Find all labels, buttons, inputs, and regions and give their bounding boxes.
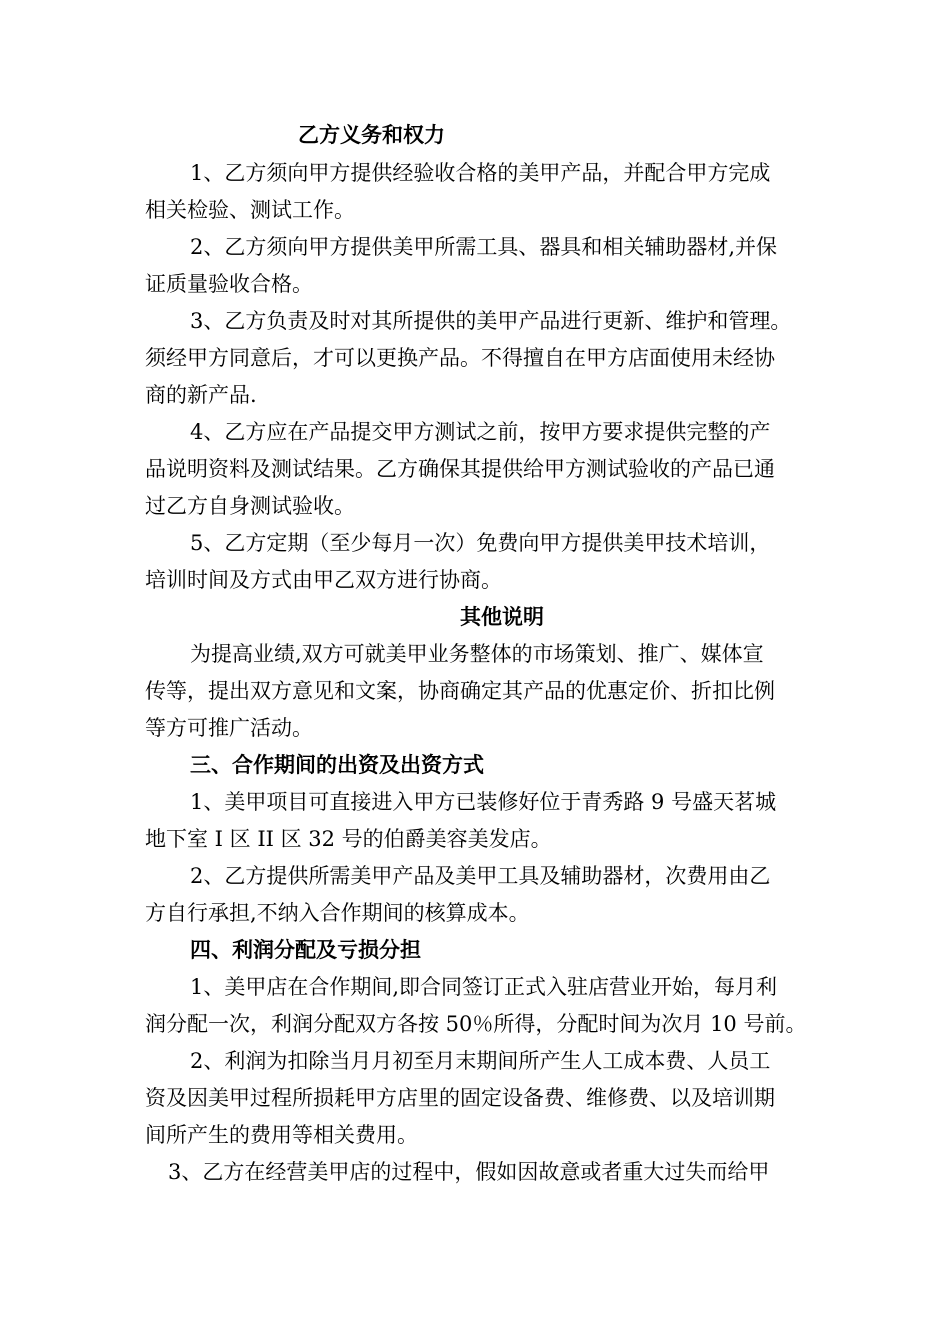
paragraph-line: 4、乙方应在产品提交甲方测试之前，按甲方要求提供完整的产 — [190, 420, 771, 444]
paragraph-line: 传等，提出双方意见和文案，协商确定其产品的优惠定价、折扣比例 — [145, 679, 775, 703]
section-heading-other-notes: 其他说明 — [460, 604, 544, 629]
paragraph-line: 地下室 I 区 II 区 32 号的伯爵美容美发店。 — [145, 827, 552, 851]
paragraph-line: 证质量验收合格。 — [145, 272, 313, 296]
paragraph-line: 1、美甲项目可直接进入甲方已装修好位于青秀路 9 号盛天茗城 — [190, 790, 777, 814]
paragraph-line: 润分配一次，利润分配双方各按 50％所得，分配时间为次月 10 号前。 — [145, 1012, 807, 1036]
paragraph-line: 1、乙方须向甲方提供经验收合格的美甲产品，并配合甲方完成 — [190, 161, 771, 185]
paragraph-line: 商的新产品. — [145, 383, 257, 407]
paragraph-line: 间所产生的费用等相关费用。 — [145, 1123, 418, 1147]
paragraph-line: 2、乙方提供所需美甲产品及美甲工具及辅助器材，次费用由乙 — [190, 864, 771, 888]
paragraph-line: 须经甲方同意后，才可以更换产品。不得擅自在甲方店面使用未经协 — [145, 346, 775, 370]
section-heading-investment: 三、合作期间的出资及出资方式 — [190, 752, 484, 777]
paragraph-line: 过乙方自身测试验收。 — [145, 494, 355, 518]
paragraph-line: 资及因美甲过程所损耗甲方店里的固定设备费、维修费、以及培训期 — [145, 1086, 775, 1110]
section-heading-profit-sharing: 四、利润分配及亏损分担 — [190, 937, 421, 962]
paragraph-line: 相关检验、测试工作。 — [145, 198, 355, 222]
paragraph-line: 2、利润为扣除当月月初至月末期间所产生人工成本费、人员工 — [190, 1049, 771, 1073]
paragraph-line: 1、美甲店在合作期间,即合同签订正式入驻店营业开始，每月利 — [190, 975, 778, 999]
paragraph-line: 品说明资料及测试结果。乙方确保其提供给甲方测试验收的产品已通 — [145, 457, 775, 481]
paragraph-line: 方自行承担,不纳入合作期间的核算成本。 — [145, 901, 530, 925]
paragraph-line: 培训时间及方式由甲乙双方进行协商。 — [145, 568, 502, 592]
paragraph-line: 3、乙方在经营美甲店的过程中，假如因故意或者重大过失而给甲 — [168, 1160, 770, 1184]
paragraph-line: 等方可推广活动。 — [145, 716, 313, 740]
section-heading-obligations: 乙方义务和权力 — [298, 122, 445, 147]
paragraph-line: 3、乙方负责及时对其所提供的美甲产品进行更新、维护和管理。 — [190, 309, 792, 333]
paragraph-line: 2、乙方须向甲方提供美甲所需工具、器具和相关辅助器材,并保 — [190, 235, 778, 259]
paragraph-line: 为提高业绩,双方可就美甲业务整体的市场策划、推广、媒体宣 — [190, 642, 764, 666]
paragraph-line: 5、乙方定期（至少每月一次）免费向甲方提供美甲技术培训， — [190, 531, 771, 555]
